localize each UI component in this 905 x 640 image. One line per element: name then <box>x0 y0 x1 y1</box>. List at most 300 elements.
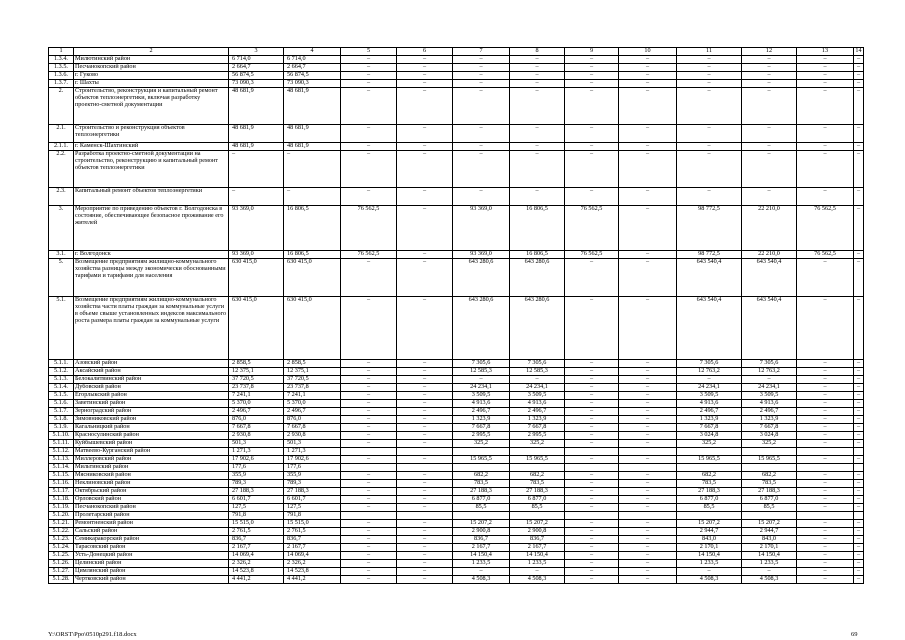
value-cell: – <box>797 125 854 143</box>
value-cell: – <box>797 488 854 496</box>
value-cell <box>797 464 854 472</box>
value-cell: – <box>453 151 510 188</box>
value-cell: 2 326,2 <box>284 560 341 568</box>
value-cell: – <box>619 64 677 72</box>
table-row <box>49 424 864 432</box>
value-cell: 14 069,4 <box>284 552 341 560</box>
table-row <box>49 151 864 188</box>
value-cell: 2 170,1 <box>677 544 742 552</box>
value-cell: – <box>341 376 397 384</box>
value-cell: 682,2 <box>453 472 510 480</box>
value-cell: – <box>510 80 565 88</box>
header-cell: 7 <box>453 48 510 56</box>
value-cell <box>565 448 619 456</box>
item-name-cell: Кагальницкий район <box>74 424 229 432</box>
value-cell: – <box>619 408 677 416</box>
value-cell: – <box>397 408 453 416</box>
value-cell: – <box>565 72 619 80</box>
value-cell <box>619 448 677 456</box>
value-cell: 15 207,2 <box>453 520 510 528</box>
value-cell: – <box>565 528 619 536</box>
value-cell: – <box>854 568 864 576</box>
table-row <box>49 480 864 488</box>
value-cell: – <box>677 188 742 206</box>
value-cell: – <box>565 151 619 188</box>
value-cell: – <box>797 432 854 440</box>
value-cell: 48 681,9 <box>284 88 341 125</box>
row-number-cell: 5.1.7. <box>49 408 74 416</box>
table-header-row <box>49 48 864 56</box>
table-row <box>49 464 864 472</box>
value-cell: – <box>619 360 677 368</box>
value-cell: – <box>565 432 619 440</box>
value-cell: – <box>797 560 854 568</box>
value-cell: 12 585,3 <box>510 368 565 376</box>
value-cell: 27 188,3 <box>453 488 510 496</box>
value-cell: – <box>619 392 677 400</box>
value-cell: 501,3 <box>229 440 284 448</box>
table-row <box>49 552 864 560</box>
table-row <box>49 472 864 480</box>
value-cell: – <box>397 376 453 384</box>
value-cell: – <box>854 504 864 512</box>
value-cell: 6 877,0 <box>510 496 565 504</box>
value-cell: – <box>797 504 854 512</box>
item-name-cell: Октябрьский район <box>74 488 229 496</box>
value-cell: 2 170,1 <box>742 544 797 552</box>
header-cell: 12 <box>742 48 797 56</box>
value-cell: – <box>565 80 619 88</box>
row-number-cell: 5.1.14. <box>49 464 74 472</box>
value-cell: 85,5 <box>453 504 510 512</box>
value-cell <box>742 448 797 456</box>
value-cell: 2 496,7 <box>229 408 284 416</box>
value-cell: – <box>619 259 677 297</box>
table-row <box>49 416 864 424</box>
value-cell: 15 965,5 <box>453 456 510 464</box>
row-number-cell: 5.1. <box>49 297 74 360</box>
value-cell: 643 540,4 <box>677 259 742 297</box>
row-number-cell: 5.1.17. <box>49 488 74 496</box>
value-cell: – <box>341 456 397 464</box>
item-name-cell: Миллеровский район <box>74 456 229 464</box>
value-cell: 783,5 <box>677 480 742 488</box>
row-number-cell: 1.3.5. <box>49 64 74 72</box>
value-cell: 15 965,5 <box>510 456 565 464</box>
value-cell: – <box>397 64 453 72</box>
value-cell: – <box>854 408 864 416</box>
value-cell: – <box>397 456 453 464</box>
value-cell: – <box>854 416 864 424</box>
value-cell: 789,3 <box>284 480 341 488</box>
value-cell: 76 562,5 <box>341 251 397 259</box>
value-cell: – <box>565 376 619 384</box>
value-cell: 48 681,9 <box>284 125 341 143</box>
value-cell: 2 900,8 <box>510 528 565 536</box>
header-cell: 6 <box>397 48 453 56</box>
table-row <box>49 392 864 400</box>
value-cell: – <box>854 432 864 440</box>
value-cell: 14 523,8 <box>229 568 284 576</box>
value-cell: 76 562,5 <box>565 251 619 259</box>
table-row <box>49 259 864 297</box>
value-cell: 2 761,5 <box>229 528 284 536</box>
value-cell: 24 234,1 <box>453 384 510 392</box>
value-cell: – <box>341 125 397 143</box>
value-cell: 4 913,6 <box>510 400 565 408</box>
value-cell: – <box>619 560 677 568</box>
item-name-cell: Егорлыкский район <box>74 392 229 400</box>
row-number-cell: 1.3.6. <box>49 72 74 80</box>
value-cell: – <box>797 259 854 297</box>
value-cell: – <box>565 552 619 560</box>
value-cell: – <box>565 56 619 64</box>
value-cell: 17 902,6 <box>284 456 341 464</box>
value-cell: – <box>229 151 284 188</box>
value-cell: – <box>453 125 510 143</box>
value-cell: – <box>341 384 397 392</box>
value-cell: – <box>565 456 619 464</box>
value-cell: 1 271,3 <box>284 448 341 456</box>
value-cell: – <box>619 536 677 544</box>
row-number-cell: 5.1.6. <box>49 400 74 408</box>
table-row <box>49 448 864 456</box>
header-cell: 14 <box>855 47 862 54</box>
value-cell: – <box>619 384 677 392</box>
value-cell: – <box>619 528 677 536</box>
value-cell: 4 508,3 <box>742 576 797 584</box>
value-cell: 325,2 <box>742 440 797 448</box>
value-cell <box>854 512 864 520</box>
value-cell: – <box>854 400 864 408</box>
value-cell: – <box>341 259 397 297</box>
row-number-cell: 2.1. <box>49 125 74 143</box>
value-cell: 27 188,3 <box>510 488 565 496</box>
value-cell: – <box>677 56 742 64</box>
value-cell: 16 806,5 <box>284 251 341 259</box>
value-cell: – <box>341 368 397 376</box>
value-cell: – <box>397 432 453 440</box>
value-cell: 16 806,5 <box>284 206 341 251</box>
value-cell: – <box>854 368 864 376</box>
value-cell: – <box>397 143 453 151</box>
value-cell: 791,8 <box>229 512 284 520</box>
row-number-cell: 5.1.9. <box>49 424 74 432</box>
value-cell: 12 375,1 <box>229 368 284 376</box>
value-cell: – <box>284 151 341 188</box>
value-cell: 14 150,4 <box>677 552 742 560</box>
value-cell: 76 562,5 <box>341 206 397 251</box>
value-cell: 2 664,7 <box>229 64 284 72</box>
value-cell: – <box>797 496 854 504</box>
value-cell: 15 207,2 <box>742 520 797 528</box>
item-name-cell: Белокалитвинский район <box>74 376 229 384</box>
value-cell <box>453 464 510 472</box>
header-cell: 4 <box>284 48 341 56</box>
value-cell: – <box>397 206 453 251</box>
header-cell: 5 <box>341 48 397 56</box>
table-row <box>49 512 864 520</box>
value-cell: – <box>341 504 397 512</box>
value-cell <box>397 512 453 520</box>
value-cell: 127,5 <box>229 504 284 512</box>
value-cell: 6 877,0 <box>453 496 510 504</box>
table-row <box>49 72 864 80</box>
value-cell: 7 305,6 <box>677 360 742 368</box>
value-cell: – <box>397 480 453 488</box>
value-cell: 7 667,8 <box>677 424 742 432</box>
value-cell: – <box>797 456 854 464</box>
value-cell: – <box>677 88 742 125</box>
table-row <box>49 64 864 72</box>
row-number-cell: 3.1. <box>49 251 74 259</box>
value-cell <box>510 448 565 456</box>
value-cell: 15 207,2 <box>510 520 565 528</box>
value-cell: 1 233,5 <box>453 560 510 568</box>
value-cell: 1 233,5 <box>742 560 797 568</box>
value-cell: – <box>341 56 397 64</box>
value-cell: – <box>397 384 453 392</box>
value-cell: – <box>341 496 397 504</box>
value-cell: – <box>742 568 797 576</box>
value-cell: – <box>619 568 677 576</box>
value-cell: – <box>797 360 854 368</box>
value-cell <box>742 512 797 520</box>
value-cell: – <box>565 520 619 528</box>
value-cell: – <box>397 488 453 496</box>
value-cell: 836,7 <box>453 536 510 544</box>
value-cell: 6 601,7 <box>284 496 341 504</box>
value-cell: – <box>619 143 677 151</box>
value-cell: – <box>397 259 453 297</box>
value-cell: 501,3 <box>284 440 341 448</box>
value-cell: 1 323,9 <box>677 416 742 424</box>
value-cell: 4 508,3 <box>510 576 565 584</box>
value-cell: 643 540,4 <box>677 297 742 360</box>
value-cell: – <box>397 125 453 143</box>
value-cell <box>797 448 854 456</box>
value-cell: – <box>854 392 864 400</box>
value-cell: 3 509,5 <box>453 392 510 400</box>
value-cell <box>453 448 510 456</box>
value-cell: – <box>742 151 797 188</box>
value-cell: – <box>619 416 677 424</box>
row-number-cell: 1.3.7. <box>49 80 74 88</box>
value-cell: – <box>397 576 453 584</box>
value-cell: 7 667,8 <box>284 424 341 432</box>
value-cell <box>677 512 742 520</box>
value-cell: – <box>797 72 854 80</box>
value-cell: 325,2 <box>677 440 742 448</box>
value-cell: – <box>619 80 677 88</box>
value-cell: – <box>565 472 619 480</box>
value-cell: 56 874,5 <box>229 72 284 80</box>
value-cell: – <box>797 424 854 432</box>
value-cell: – <box>854 80 864 88</box>
value-cell: – <box>397 72 453 80</box>
row-number-cell: 2.2. <box>49 151 74 188</box>
value-cell: – <box>854 528 864 536</box>
header-cell: 8 <box>510 48 565 56</box>
value-cell: – <box>619 125 677 143</box>
value-cell: 177,6 <box>229 464 284 472</box>
table-row <box>49 528 864 536</box>
value-cell: 2 664,7 <box>284 64 341 72</box>
footer-file-path: Y:\ORST\Ppo\0510p291.f18.docx <box>48 631 137 638</box>
value-cell: – <box>854 440 864 448</box>
value-cell: 2 496,7 <box>510 408 565 416</box>
value-cell: 2 167,7 <box>453 544 510 552</box>
table-row <box>49 504 864 512</box>
value-cell: – <box>565 504 619 512</box>
value-cell: – <box>341 188 397 206</box>
value-cell: – <box>453 56 510 64</box>
value-cell: 783,5 <box>742 480 797 488</box>
row-number-cell: 5.1.15. <box>49 472 74 480</box>
row-number-cell: 5.1.18. <box>49 496 74 504</box>
header-cell: 9 <box>565 48 619 56</box>
row-number-cell: 5.1.1. <box>49 360 74 368</box>
value-cell: – <box>341 544 397 552</box>
value-cell: – <box>854 384 864 392</box>
value-cell: – <box>565 408 619 416</box>
value-cell: 17 902,6 <box>229 456 284 464</box>
value-cell: 98 772,5 <box>677 251 742 259</box>
value-cell <box>854 448 864 456</box>
value-cell <box>677 448 742 456</box>
value-cell: 1 271,3 <box>229 448 284 456</box>
value-cell: – <box>854 151 864 188</box>
value-cell: – <box>397 400 453 408</box>
value-cell: 27 188,3 <box>677 488 742 496</box>
value-cell: – <box>797 544 854 552</box>
value-cell: – <box>565 392 619 400</box>
value-cell: 2 900,8 <box>453 528 510 536</box>
value-cell: 1 233,5 <box>677 560 742 568</box>
value-cell: – <box>565 88 619 125</box>
value-cell: 22 210,0 <box>742 206 797 251</box>
value-cell: – <box>797 151 854 188</box>
value-cell <box>453 512 510 520</box>
item-name-cell: г. Каменск-Шахтинский <box>74 143 229 151</box>
value-cell: – <box>854 188 864 206</box>
value-cell: 325,2 <box>510 440 565 448</box>
value-cell: 14 523,8 <box>284 568 341 576</box>
value-cell: – <box>565 440 619 448</box>
value-cell: 12 763,2 <box>677 368 742 376</box>
value-cell: 14 069,4 <box>229 552 284 560</box>
value-cell: – <box>397 544 453 552</box>
item-name-cell: Пролетарский район <box>74 512 229 520</box>
value-cell: – <box>619 376 677 384</box>
value-cell: – <box>341 392 397 400</box>
table-row <box>49 88 864 125</box>
value-cell: 15 207,2 <box>677 520 742 528</box>
value-cell: – <box>677 143 742 151</box>
value-cell: 93 369,0 <box>229 251 284 259</box>
value-cell: 56 874,5 <box>284 72 341 80</box>
value-cell: – <box>397 520 453 528</box>
value-cell: – <box>619 440 677 448</box>
value-cell: – <box>565 544 619 552</box>
value-cell: – <box>453 64 510 72</box>
value-cell: 836,7 <box>229 536 284 544</box>
value-cell: 791,8 <box>284 512 341 520</box>
value-cell: 843,0 <box>742 536 797 544</box>
table-row <box>49 560 864 568</box>
value-cell: 2 496,7 <box>742 408 797 416</box>
value-cell: – <box>854 496 864 504</box>
row-number-cell: 5.1.20. <box>49 512 74 520</box>
item-name-cell: г. Волгодонск <box>74 251 229 259</box>
value-cell: 22 210,0 <box>742 251 797 259</box>
value-cell: 2 326,2 <box>229 560 284 568</box>
value-cell: – <box>341 408 397 416</box>
page-number: 69 <box>851 631 858 638</box>
value-cell: 14 150,4 <box>453 552 510 560</box>
value-cell: 15 515,0 <box>229 520 284 528</box>
value-cell: – <box>854 560 864 568</box>
table-row <box>49 56 864 64</box>
value-cell: – <box>341 440 397 448</box>
value-cell: – <box>854 536 864 544</box>
value-cell: – <box>397 88 453 125</box>
value-cell: – <box>565 64 619 72</box>
value-cell: – <box>677 151 742 188</box>
table-row <box>49 376 864 384</box>
value-cell: – <box>565 143 619 151</box>
value-cell: 15 965,5 <box>677 456 742 464</box>
header-cell: 13 <box>797 48 854 56</box>
item-name-cell: Азовский район <box>74 360 229 368</box>
value-cell: – <box>677 72 742 80</box>
value-cell: 630 415,0 <box>229 259 284 297</box>
value-cell: – <box>619 552 677 560</box>
value-cell: 73 090,3 <box>284 80 341 88</box>
value-cell: – <box>742 125 797 143</box>
value-cell: – <box>797 520 854 528</box>
value-cell: – <box>797 568 854 576</box>
value-cell: – <box>453 80 510 88</box>
value-cell: – <box>453 568 510 576</box>
value-cell: – <box>619 456 677 464</box>
value-cell: 7 667,8 <box>453 424 510 432</box>
value-cell: – <box>453 88 510 125</box>
table-row <box>49 568 864 576</box>
value-cell: – <box>565 384 619 392</box>
table-row <box>49 520 864 528</box>
row-number-cell: 5.1.13. <box>49 456 74 464</box>
value-cell <box>565 464 619 472</box>
value-cell: 630 415,0 <box>284 297 341 360</box>
value-cell: – <box>565 259 619 297</box>
value-cell: – <box>742 143 797 151</box>
value-cell: – <box>565 496 619 504</box>
value-cell: 93 369,0 <box>453 206 510 251</box>
value-cell: – <box>854 472 864 480</box>
value-cell: – <box>619 188 677 206</box>
value-cell: – <box>854 56 864 64</box>
value-cell: 98 772,5 <box>677 206 742 251</box>
value-cell: 4 913,6 <box>453 400 510 408</box>
value-cell: – <box>854 552 864 560</box>
value-cell: – <box>797 368 854 376</box>
value-cell: 37 720,5 <box>284 376 341 384</box>
value-cell: 6 877,0 <box>677 496 742 504</box>
value-cell: – <box>341 480 397 488</box>
value-cell: 643 540,4 <box>742 259 797 297</box>
row-number-cell: 5.1.25. <box>49 552 74 560</box>
